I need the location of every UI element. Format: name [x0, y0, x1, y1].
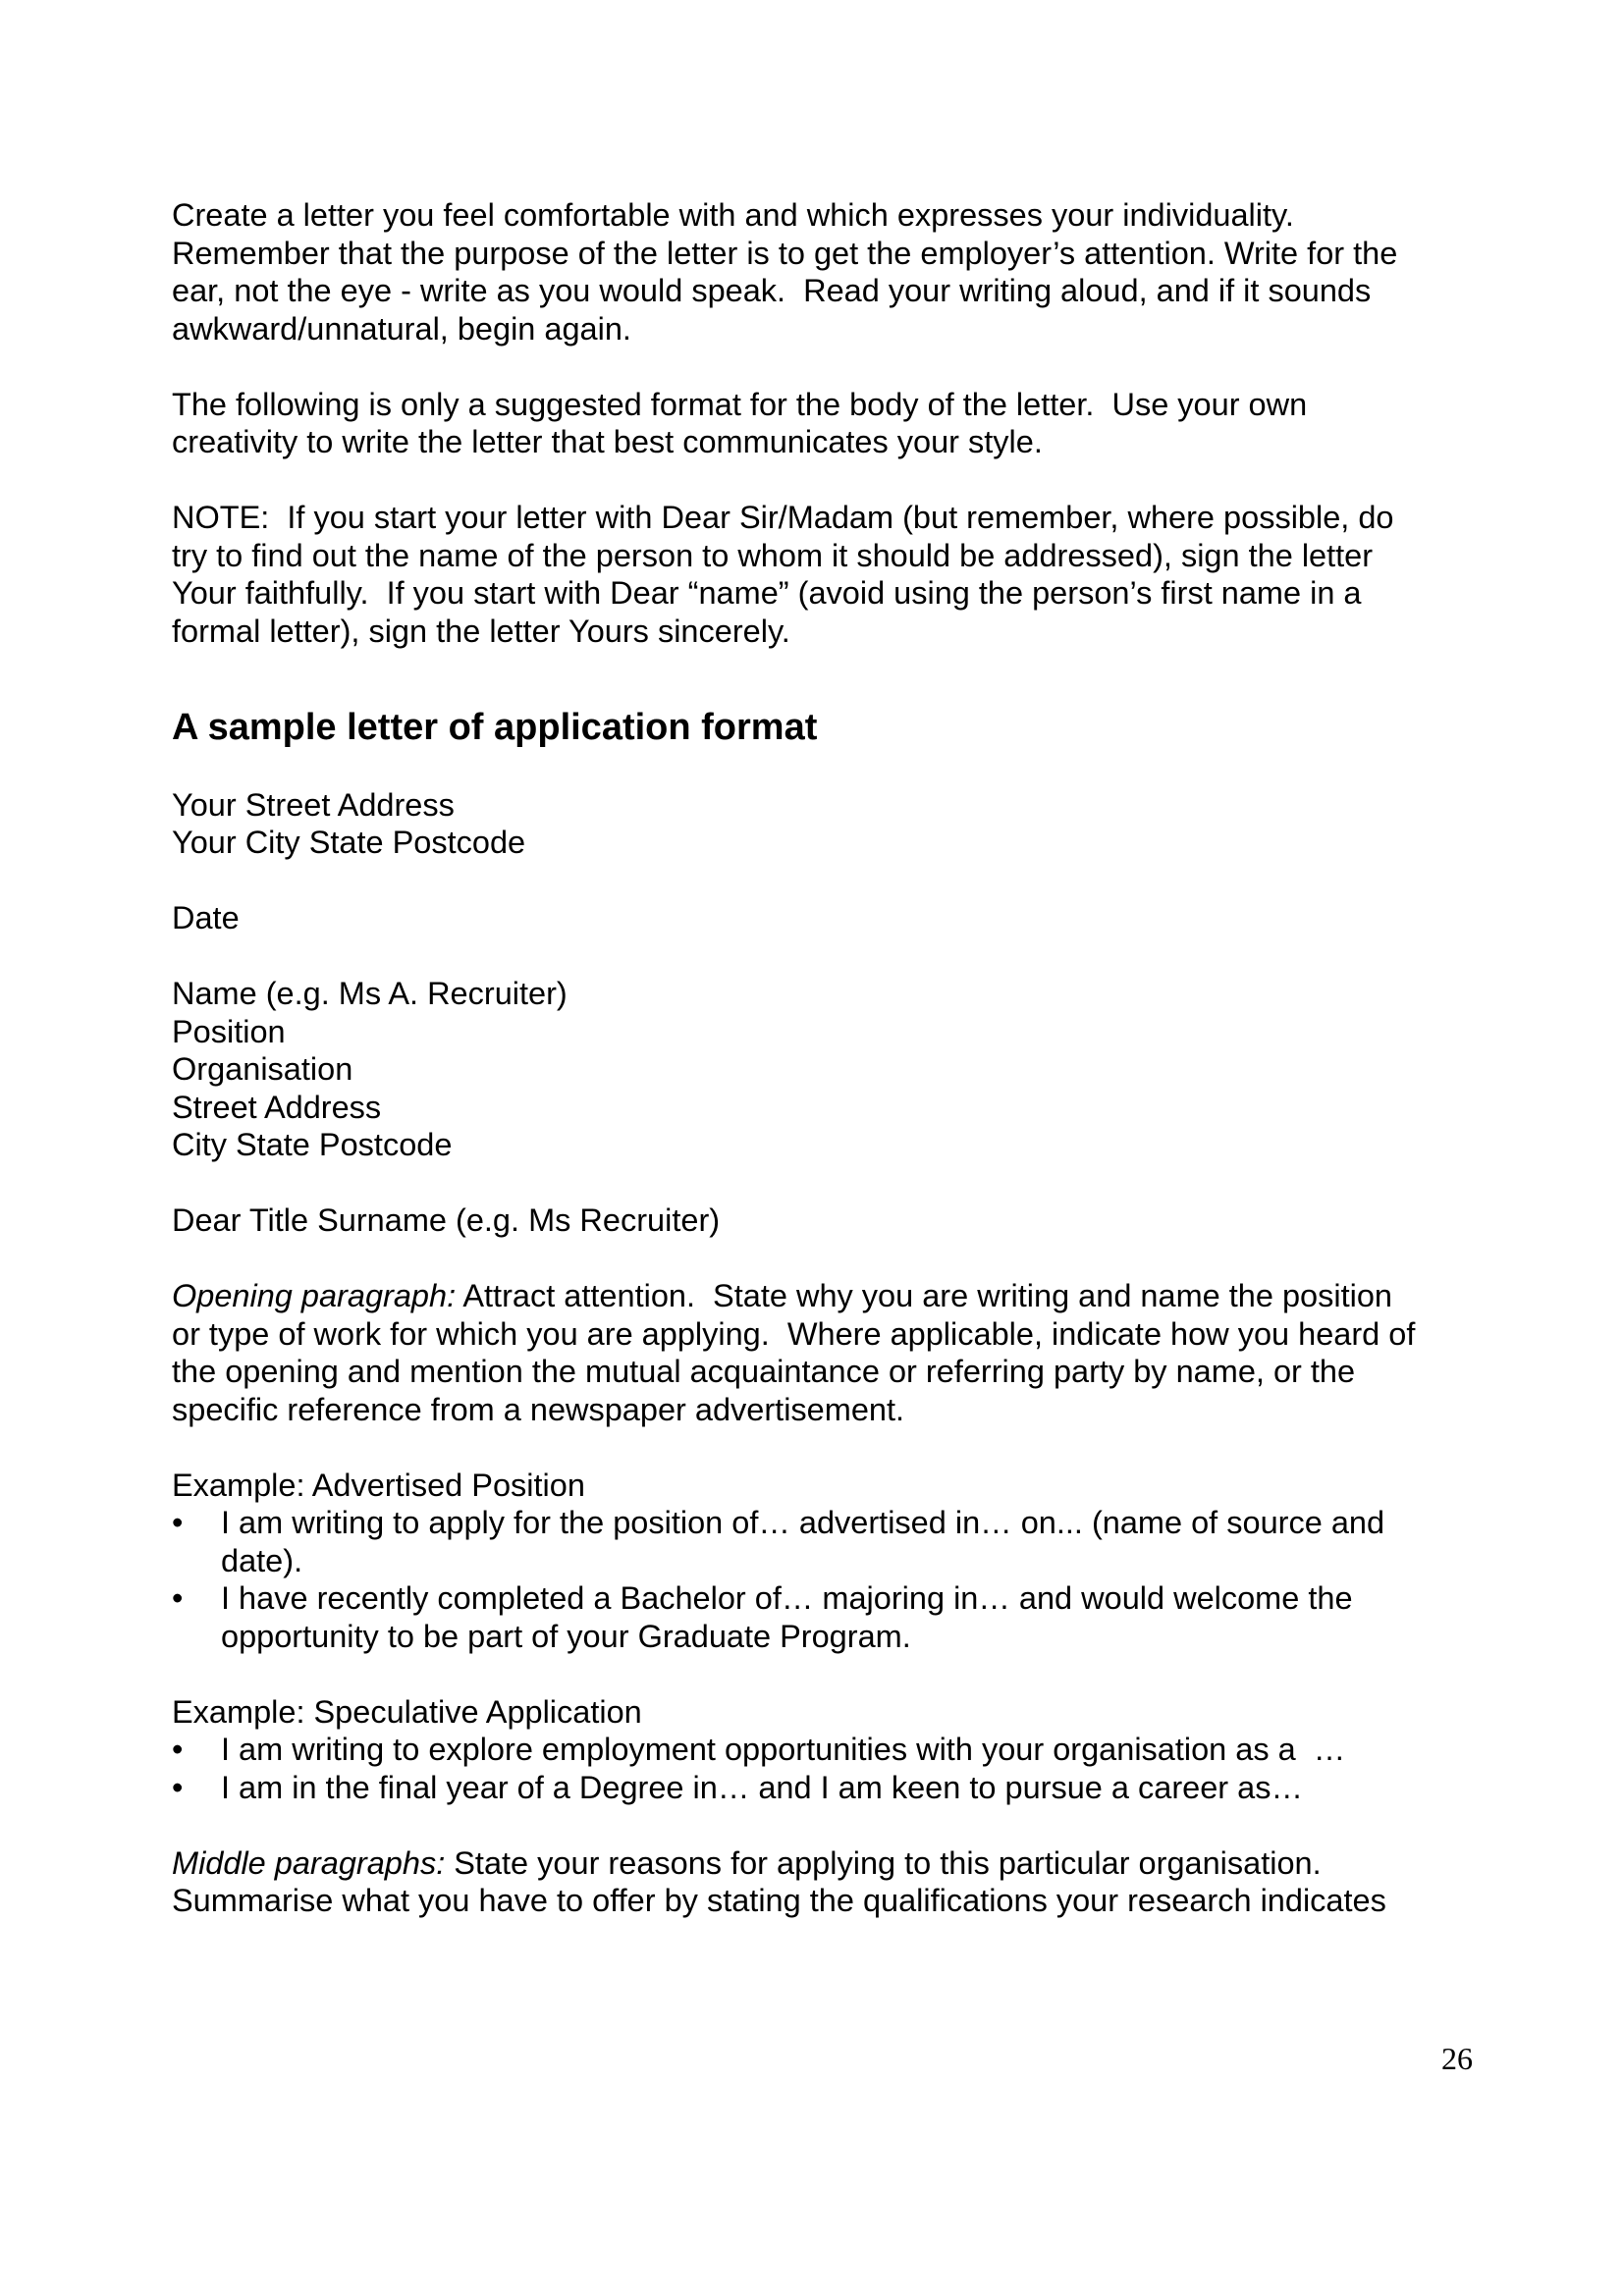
list-item	[172, 1504, 1468, 1579]
middle-line-text: State your reasons for applying to this particular organisation.	[445, 1844, 1322, 1881]
page-content	[172, 196, 1468, 1957]
middle-label: Middle paragraphs:	[172, 1844, 446, 1881]
text-line: Summarise what you have to offer by stating the qualifications your research indicates	[172, 1883, 1386, 1918]
list-item	[172, 1769, 1468, 1807]
list-item	[172, 1731, 1468, 1769]
opening-line-text: Attract attention. State why you are writing and name the position	[456, 1278, 1392, 1313]
text-line	[172, 1844, 1468, 1883]
example-title: Example: Advertised Position	[172, 1467, 585, 1503]
recipient-position: Position	[172, 1013, 286, 1049]
text-line: Create a letter you feel comfortable with and which expresses your individuality.	[172, 197, 1294, 233]
text-line: try to find out the name of the person to whom it should be addressed), sign the letter	[172, 537, 1374, 573]
example-speculative	[172, 1693, 1468, 1807]
bullet-list	[172, 1504, 1468, 1655]
bullet-icon: •	[172, 1580, 184, 1616]
recipient-name: Name (e.g. Ms A. Recruiter)	[172, 976, 568, 1011]
recipient-address	[172, 975, 1468, 1164]
text-line: date).	[221, 1542, 303, 1578]
bullet-icon: •	[172, 1732, 184, 1767]
text-line: specific reference from a newspaper advertisement.	[172, 1391, 905, 1427]
middle-paragraph	[172, 1844, 1468, 1920]
text-line: formal letter), sign the letter Yours sincerely.	[172, 613, 790, 649]
date-block	[172, 899, 1468, 937]
salutation-text: Dear Title Surname (e.g. Ms Recruiter)	[172, 1202, 721, 1238]
bullet-list	[172, 1731, 1468, 1806]
example-title: Example: Speculative Application	[172, 1693, 642, 1730]
sender-city: Your City State Postcode	[172, 825, 526, 860]
text-line: Remember that the purpose of the letter is to get the employer’s attention. Write for the	[172, 235, 1398, 271]
text-line: the opening and mention the mutual acquaintance or referring party by name, or the	[172, 1354, 1356, 1389]
date-label: Date	[172, 900, 240, 935]
list-item	[172, 1579, 1468, 1655]
text-line	[172, 1277, 1468, 1315]
text-line: NOTE: If you start your letter with Dear Sir/Madam (but remember, where possible, do	[172, 500, 1394, 535]
section-heading: A sample letter of application format	[172, 706, 818, 748]
recipient-organisation: Organisation	[172, 1051, 353, 1087]
text-line: I have recently completed a Bachelor of… majoring in… and would welcome the	[221, 1580, 1353, 1616]
example-advertised	[172, 1467, 1468, 1656]
bullet-icon: •	[172, 1505, 184, 1540]
text-line: I am writing to apply for the position of… advertised in… on... (name of source and	[221, 1505, 1385, 1540]
page-number: 26	[1441, 2041, 1473, 2076]
note-paragraph	[172, 499, 1468, 650]
text-line: I am in the final year of a Degree in… and I am keen to pursue a career as…	[221, 1769, 1303, 1805]
text-line: I am writing to explore employment opportunities with your organisation as a …	[221, 1732, 1346, 1767]
recipient-city: City State Postcode	[172, 1127, 453, 1162]
intro-paragraph-2	[172, 386, 1468, 461]
text-line: The following is only a suggested format for the body of the letter. Use your own	[172, 386, 1308, 422]
bullet-icon: •	[172, 1769, 184, 1805]
recipient-street: Street Address	[172, 1089, 382, 1125]
sender-street: Your Street Address	[172, 786, 455, 823]
text-line: creativity to write the letter that best communicates your style.	[172, 424, 1043, 459]
sender-address	[172, 786, 1468, 862]
text-line: opportunity to be part of your Graduate Program.	[221, 1618, 911, 1654]
text-line: or type of work for which you are applying. Where applicable, indicate how you heard of	[172, 1315, 1416, 1352]
text-line: awkward/unnatural, begin again.	[172, 310, 631, 347]
salutation	[172, 1201, 1468, 1240]
text-line: Your faithfully. If you start with Dear “name” (avoid using the person’s first name in a	[172, 575, 1362, 611]
opening-paragraph	[172, 1277, 1468, 1428]
intro-paragraph-1	[172, 196, 1468, 347]
opening-label: Opening paragraph:	[172, 1278, 457, 1313]
text-line: ear, not the eye - write as you would speak. Read your writing aloud, and if it sounds	[172, 273, 1372, 308]
